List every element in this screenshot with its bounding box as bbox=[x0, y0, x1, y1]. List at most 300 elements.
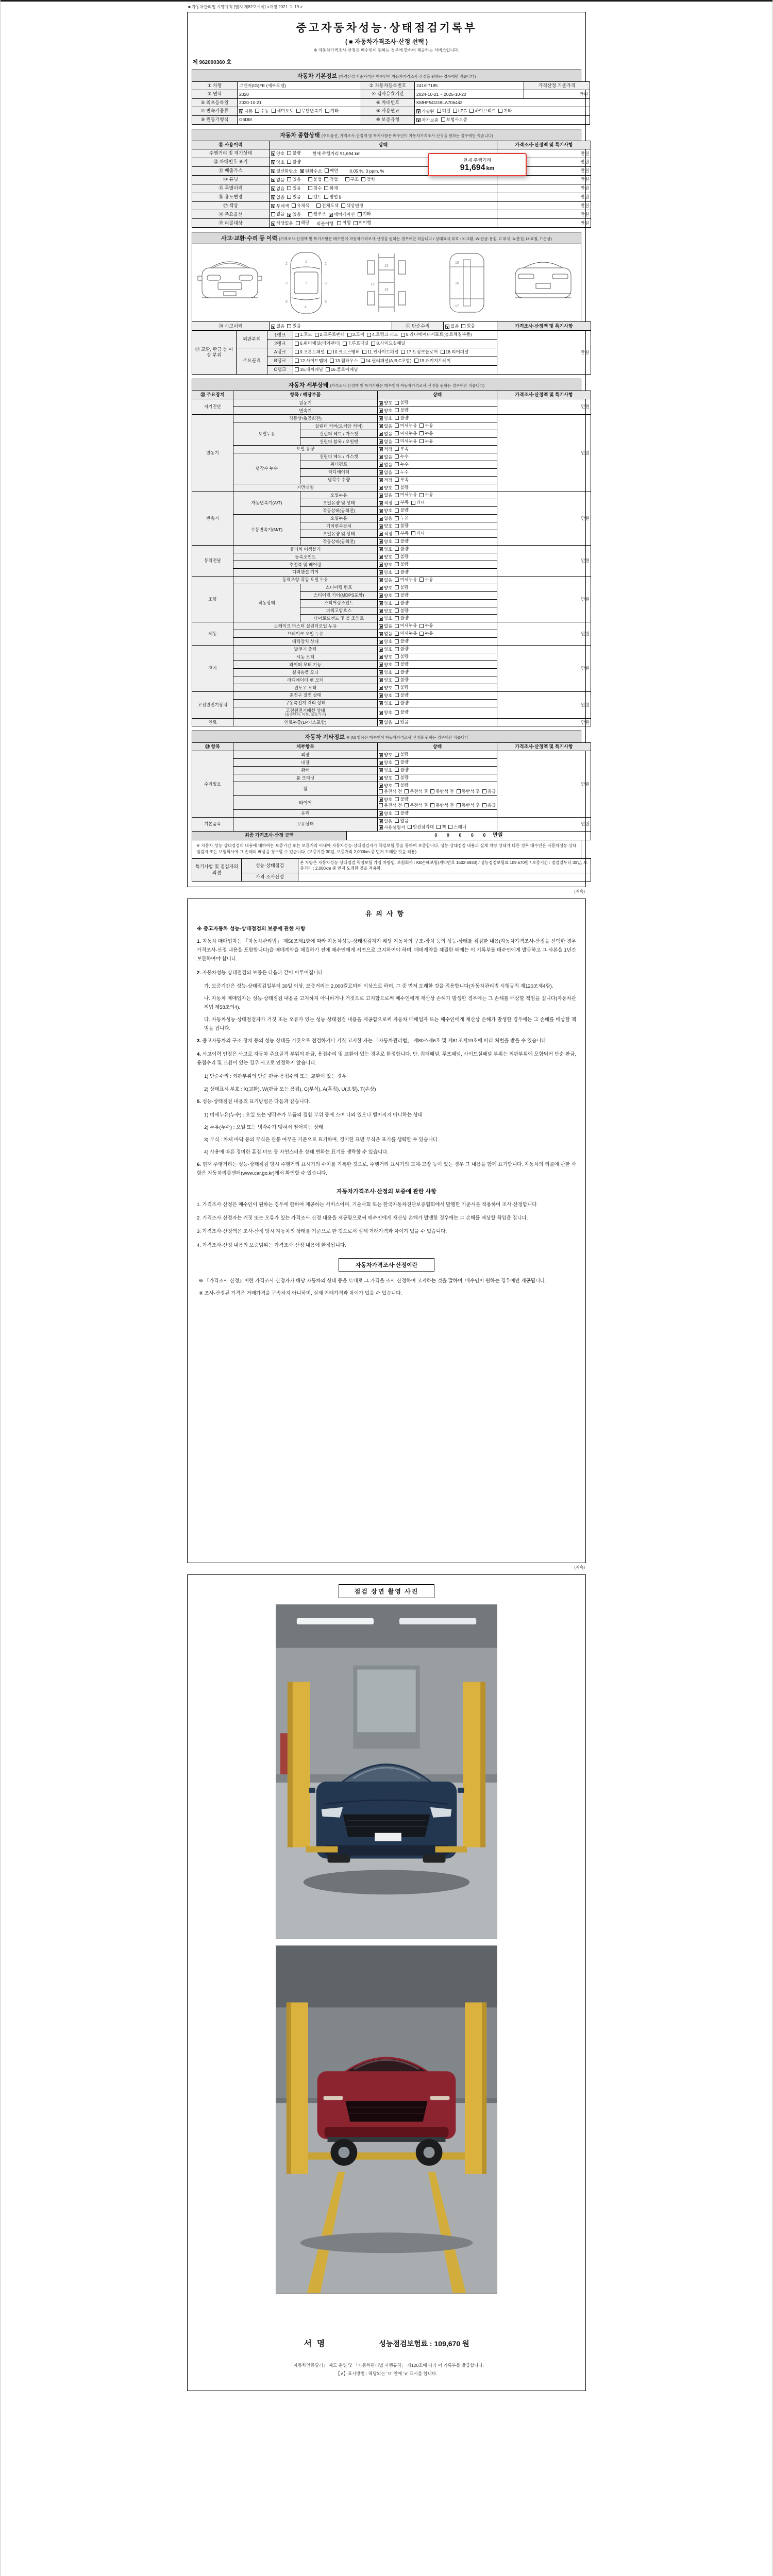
checkbox-unchecked[interactable] bbox=[395, 796, 408, 802]
checkbox-checked[interactable] bbox=[379, 783, 392, 789]
checkbox-box[interactable] bbox=[395, 624, 399, 628]
checkbox-box[interactable]: ∨ bbox=[379, 524, 383, 529]
checkbox-box[interactable] bbox=[287, 177, 291, 181]
checkbox-box[interactable] bbox=[358, 212, 362, 216]
checkbox-unchecked[interactable] bbox=[395, 662, 408, 667]
checkbox-unchecked[interactable] bbox=[395, 531, 408, 536]
checkbox-box[interactable] bbox=[419, 578, 424, 582]
checkbox-unchecked[interactable] bbox=[361, 177, 375, 182]
checkbox-unchecked[interactable] bbox=[327, 349, 360, 355]
checkbox-unchecked[interactable] bbox=[325, 168, 338, 174]
checkbox-box[interactable]: ∨ bbox=[272, 221, 275, 226]
checkbox-unchecked[interactable] bbox=[295, 349, 325, 355]
checkbox-checked[interactable] bbox=[379, 670, 392, 675]
checkbox-unchecked[interactable] bbox=[367, 332, 398, 337]
checkbox-box[interactable] bbox=[395, 693, 399, 697]
checkbox-box[interactable] bbox=[292, 204, 296, 208]
checkbox-box[interactable] bbox=[395, 585, 399, 589]
checkbox-unchecked[interactable] bbox=[371, 341, 405, 346]
checkbox-box[interactable]: ∨ bbox=[379, 693, 383, 699]
checkbox-unchecked[interactable] bbox=[408, 824, 434, 830]
checkbox-unchecked[interactable] bbox=[395, 654, 408, 659]
checkbox-unchecked[interactable] bbox=[457, 803, 480, 808]
checkbox-checked[interactable] bbox=[379, 760, 392, 766]
checkbox-box[interactable]: ∨ bbox=[379, 578, 383, 583]
checkbox-unchecked[interactable] bbox=[395, 752, 408, 757]
checkbox-unchecked[interactable] bbox=[395, 615, 408, 621]
checkbox-box[interactable]: ∨ bbox=[288, 212, 291, 217]
checkbox-unchecked[interactable] bbox=[395, 700, 408, 706]
checkbox-checked[interactable] bbox=[379, 685, 392, 691]
checkbox-box[interactable]: ∨ bbox=[379, 516, 383, 521]
checkbox-box[interactable] bbox=[411, 501, 415, 505]
checkbox-box[interactable] bbox=[395, 570, 399, 574]
checkbox-box[interactable] bbox=[341, 204, 345, 208]
checkbox-box[interactable] bbox=[395, 593, 399, 597]
checkbox-box[interactable] bbox=[308, 195, 312, 199]
checkbox-checked[interactable] bbox=[379, 554, 392, 560]
checkbox-box[interactable]: ∨ bbox=[379, 455, 383, 460]
checkbox-box[interactable]: ∨ bbox=[379, 798, 383, 803]
checkbox-unchecked[interactable] bbox=[401, 332, 472, 337]
checkbox-checked[interactable] bbox=[271, 160, 284, 165]
checkbox-box[interactable]: ∨ bbox=[379, 593, 383, 598]
checkbox-box[interactable] bbox=[395, 616, 399, 620]
checkbox-box[interactable] bbox=[308, 212, 312, 216]
checkbox-box[interactable] bbox=[482, 789, 486, 793]
checkbox-box[interactable] bbox=[437, 109, 441, 113]
checkbox-unchecked[interactable] bbox=[341, 203, 363, 209]
checkbox-unchecked[interactable] bbox=[395, 600, 408, 606]
checkbox-box[interactable] bbox=[347, 333, 351, 337]
checkbox-unchecked[interactable] bbox=[430, 789, 453, 794]
checkbox-unchecked[interactable] bbox=[461, 323, 475, 329]
checkbox-box[interactable] bbox=[395, 753, 399, 757]
checkbox-box[interactable]: ∨ bbox=[272, 178, 275, 182]
checkbox-unchecked[interactable] bbox=[395, 709, 408, 715]
checkbox-box[interactable]: ∨ bbox=[379, 624, 383, 629]
checkbox-unchecked[interactable] bbox=[401, 349, 438, 355]
checkbox-box[interactable]: ∨ bbox=[379, 760, 383, 766]
checkbox-checked[interactable] bbox=[379, 593, 392, 599]
checkbox-box[interactable] bbox=[395, 647, 399, 651]
checkbox-checked[interactable] bbox=[379, 516, 392, 521]
checkbox-box[interactable] bbox=[395, 485, 399, 489]
checkbox-box[interactable] bbox=[395, 447, 399, 451]
checkbox-box[interactable]: ∨ bbox=[379, 532, 383, 537]
checkbox-unchecked[interactable] bbox=[287, 185, 300, 191]
checkbox-box[interactable] bbox=[448, 825, 452, 829]
checkbox-unchecked[interactable] bbox=[379, 803, 402, 808]
checkbox-box[interactable] bbox=[367, 333, 371, 337]
checkbox-checked[interactable] bbox=[379, 623, 392, 629]
checkbox-box[interactable] bbox=[419, 493, 424, 497]
checkbox-box[interactable] bbox=[271, 212, 275, 216]
checkbox-box[interactable]: ∨ bbox=[379, 439, 383, 445]
checkbox-box[interactable]: ∨ bbox=[379, 811, 383, 817]
checkbox-box[interactable]: ∨ bbox=[379, 753, 383, 758]
checkbox-box[interactable] bbox=[326, 367, 330, 371]
checkbox-unchecked[interactable] bbox=[395, 446, 408, 452]
checkbox-box[interactable] bbox=[441, 117, 445, 122]
checkbox-unchecked[interactable] bbox=[395, 818, 408, 824]
checkbox-box[interactable] bbox=[395, 608, 399, 613]
checkbox-unchecked[interactable] bbox=[395, 523, 408, 529]
checkbox-box[interactable]: ∨ bbox=[379, 825, 383, 830]
checkbox-checked[interactable] bbox=[379, 616, 392, 621]
checkbox-unchecked[interactable] bbox=[358, 211, 371, 217]
checkbox-unchecked[interactable] bbox=[295, 341, 340, 346]
checkbox-unchecked[interactable] bbox=[287, 159, 300, 165]
checkbox-box[interactable]: ∨ bbox=[379, 485, 383, 490]
checkbox-box[interactable]: ∨ bbox=[379, 686, 383, 691]
checkbox-unchecked[interactable] bbox=[395, 485, 408, 490]
checkbox-box[interactable] bbox=[430, 789, 434, 793]
checkbox-checked[interactable] bbox=[379, 500, 392, 506]
checkbox-box[interactable] bbox=[361, 177, 365, 181]
checkbox-box[interactable]: ∨ bbox=[379, 663, 383, 668]
checkbox-unchecked[interactable] bbox=[430, 803, 453, 808]
checkbox-checked[interactable] bbox=[379, 775, 392, 781]
checkbox-box[interactable] bbox=[395, 710, 399, 715]
checkbox-box[interactable] bbox=[255, 109, 259, 113]
checkbox-checked[interactable] bbox=[271, 204, 289, 209]
checkbox-unchecked[interactable] bbox=[395, 623, 417, 629]
checkbox-checked[interactable] bbox=[271, 186, 284, 192]
checkbox-unchecked[interactable] bbox=[292, 203, 310, 209]
checkbox-box[interactable] bbox=[395, 654, 399, 658]
checkbox-unchecked[interactable] bbox=[379, 789, 402, 794]
checkbox-box[interactable] bbox=[395, 797, 399, 801]
checkbox-box[interactable] bbox=[395, 454, 399, 459]
checkbox-checked[interactable] bbox=[379, 431, 392, 437]
checkbox-unchecked[interactable] bbox=[437, 108, 450, 114]
checkbox-box[interactable]: ∨ bbox=[272, 195, 275, 200]
checkbox-box[interactable] bbox=[343, 342, 347, 346]
checkbox-unchecked[interactable] bbox=[395, 562, 408, 567]
checkbox-box[interactable] bbox=[395, 720, 399, 724]
checkbox-box[interactable]: ∨ bbox=[379, 819, 383, 824]
checkbox-box[interactable] bbox=[287, 324, 291, 328]
checkbox-box[interactable]: ∨ bbox=[379, 586, 383, 590]
checkbox-unchecked[interactable] bbox=[354, 220, 372, 226]
checkbox-box[interactable]: ∨ bbox=[379, 509, 383, 514]
checkbox-box[interactable]: ∨ bbox=[379, 784, 383, 789]
checkbox-checked[interactable] bbox=[379, 531, 392, 537]
checkbox-unchecked[interactable] bbox=[469, 108, 496, 114]
checkbox-unchecked[interactable] bbox=[419, 438, 433, 444]
checkbox-box[interactable] bbox=[295, 367, 299, 371]
checkbox-checked[interactable] bbox=[379, 608, 392, 614]
checkbox-checked[interactable] bbox=[379, 601, 392, 606]
checkbox-unchecked[interactable] bbox=[337, 220, 350, 226]
checkbox-box[interactable] bbox=[308, 177, 312, 181]
checkbox-checked[interactable] bbox=[379, 647, 392, 652]
checkbox-box[interactable]: ∨ bbox=[240, 109, 243, 114]
checkbox-checked[interactable] bbox=[379, 585, 392, 591]
checkbox-unchecked[interactable] bbox=[395, 538, 408, 544]
checkbox-unchecked[interactable] bbox=[255, 108, 268, 114]
checkbox-box[interactable] bbox=[419, 439, 424, 443]
checkbox-box[interactable] bbox=[395, 462, 399, 466]
checkbox-box[interactable] bbox=[379, 803, 383, 807]
checkbox-box[interactable]: ∨ bbox=[272, 151, 275, 157]
checkbox-unchecked[interactable] bbox=[395, 462, 408, 467]
checkbox-unchecked[interactable] bbox=[395, 783, 408, 788]
checkbox-box[interactable]: ∨ bbox=[272, 324, 275, 329]
checkbox-box[interactable] bbox=[414, 359, 418, 363]
checkbox-unchecked[interactable] bbox=[308, 194, 322, 200]
checkbox-box[interactable] bbox=[345, 177, 349, 181]
checkbox-unchecked[interactable] bbox=[395, 719, 408, 725]
checkbox-checked[interactable] bbox=[379, 462, 392, 468]
checkbox-checked[interactable] bbox=[379, 562, 392, 568]
checkbox-box[interactable] bbox=[395, 509, 399, 513]
checkbox-unchecked[interactable] bbox=[419, 577, 433, 583]
checkbox-box[interactable] bbox=[419, 423, 424, 428]
checkbox-checked[interactable] bbox=[416, 117, 439, 123]
checkbox-checked[interactable] bbox=[379, 454, 392, 460]
checkbox-unchecked[interactable] bbox=[395, 515, 408, 521]
checkbox-checked[interactable] bbox=[300, 168, 322, 174]
checkbox-checked[interactable] bbox=[379, 408, 392, 414]
checkbox-unchecked[interactable] bbox=[296, 108, 323, 114]
checkbox-checked[interactable] bbox=[379, 693, 392, 699]
checkbox-unchecked[interactable] bbox=[395, 638, 408, 644]
checkbox-unchecked[interactable] bbox=[287, 323, 300, 329]
checkbox-checked[interactable] bbox=[379, 720, 392, 725]
checkbox-box[interactable] bbox=[411, 531, 415, 535]
checkbox-checked[interactable] bbox=[379, 677, 392, 683]
checkbox-box[interactable]: ∨ bbox=[379, 501, 383, 506]
checkbox-unchecked[interactable] bbox=[326, 367, 358, 372]
checkbox-unchecked[interactable] bbox=[395, 631, 417, 636]
checkbox-box[interactable] bbox=[419, 624, 424, 628]
checkbox-checked[interactable] bbox=[379, 416, 392, 421]
checkbox-unchecked[interactable] bbox=[395, 423, 417, 429]
checkbox-unchecked[interactable] bbox=[395, 569, 408, 575]
checkbox-checked[interactable] bbox=[379, 578, 392, 583]
checkbox-box[interactable] bbox=[405, 803, 409, 807]
checkbox-box[interactable] bbox=[354, 221, 358, 225]
checkbox-box[interactable] bbox=[295, 350, 299, 354]
checkbox-unchecked[interactable] bbox=[395, 677, 408, 683]
checkbox-box[interactable]: ∨ bbox=[379, 701, 383, 706]
checkbox-box[interactable]: ∨ bbox=[446, 324, 449, 329]
checkbox-unchecked[interactable] bbox=[395, 646, 408, 652]
checkbox-checked[interactable] bbox=[271, 221, 293, 226]
checkbox-unchecked[interactable] bbox=[308, 185, 322, 191]
checkbox-box[interactable] bbox=[405, 789, 409, 793]
checkbox-unchecked[interactable] bbox=[411, 531, 425, 536]
checkbox-unchecked[interactable] bbox=[287, 194, 300, 200]
checkbox-unchecked[interactable] bbox=[395, 546, 408, 552]
checkbox-unchecked[interactable] bbox=[330, 358, 358, 364]
checkbox-box[interactable] bbox=[395, 423, 399, 428]
checkbox-box[interactable] bbox=[395, 478, 399, 482]
checkbox-unchecked[interactable] bbox=[395, 554, 408, 560]
checkbox-unchecked[interactable] bbox=[395, 810, 408, 816]
checkbox-unchecked[interactable] bbox=[295, 332, 312, 337]
checkbox-checked[interactable] bbox=[271, 177, 284, 183]
checkbox-box[interactable] bbox=[395, 547, 399, 551]
checkbox-box[interactable] bbox=[379, 789, 383, 793]
checkbox-box[interactable] bbox=[316, 204, 321, 208]
checkbox-unchecked[interactable] bbox=[395, 767, 408, 773]
checkbox-checked[interactable] bbox=[379, 547, 392, 552]
checkbox-unchecked[interactable] bbox=[405, 789, 428, 794]
checkbox-checked[interactable] bbox=[379, 631, 392, 637]
checkbox-box[interactable] bbox=[395, 768, 399, 772]
checkbox-unchecked[interactable] bbox=[316, 203, 339, 209]
checkbox-box[interactable] bbox=[469, 109, 474, 113]
checkbox-box[interactable]: ∨ bbox=[379, 776, 383, 781]
checkbox-box[interactable] bbox=[327, 350, 331, 354]
checkbox-unchecked[interactable] bbox=[395, 492, 417, 498]
checkbox-box[interactable]: ∨ bbox=[329, 212, 333, 217]
checkbox-checked[interactable] bbox=[379, 470, 392, 476]
checkbox-box[interactable] bbox=[395, 431, 399, 435]
checkbox-box[interactable] bbox=[395, 401, 399, 405]
checkbox-box[interactable] bbox=[430, 803, 434, 807]
checkbox-unchecked[interactable] bbox=[395, 775, 408, 781]
checkbox-checked[interactable] bbox=[379, 539, 392, 545]
checkbox-unchecked[interactable] bbox=[395, 500, 408, 505]
checkbox-unchecked[interactable] bbox=[436, 824, 446, 830]
checkbox-checked[interactable] bbox=[379, 639, 392, 645]
checkbox-checked[interactable] bbox=[379, 439, 392, 445]
checkbox-box[interactable] bbox=[272, 109, 276, 113]
checkbox-box[interactable] bbox=[325, 109, 329, 113]
checkbox-box[interactable] bbox=[395, 439, 399, 443]
checkbox-box[interactable]: ∨ bbox=[272, 160, 275, 165]
checkbox-box[interactable] bbox=[324, 177, 328, 181]
checkbox-box[interactable] bbox=[395, 554, 399, 558]
checkbox-box[interactable] bbox=[436, 825, 441, 829]
checkbox-box[interactable]: ∨ bbox=[379, 601, 383, 606]
checkbox-checked[interactable] bbox=[379, 710, 392, 716]
checkbox-unchecked[interactable] bbox=[419, 423, 433, 429]
checkbox-box[interactable] bbox=[395, 501, 399, 505]
checkbox-unchecked[interactable] bbox=[347, 332, 365, 337]
checkbox-box[interactable]: ∨ bbox=[379, 555, 383, 560]
checkbox-unchecked[interactable] bbox=[395, 477, 408, 483]
checkbox-unchecked[interactable] bbox=[325, 108, 339, 114]
checkbox-box[interactable] bbox=[395, 601, 399, 605]
checkbox-unchecked[interactable] bbox=[315, 332, 345, 337]
checkbox-box[interactable]: ∨ bbox=[379, 678, 383, 683]
checkbox-unchecked[interactable] bbox=[271, 211, 284, 217]
checkbox-unchecked[interactable] bbox=[482, 803, 496, 808]
checkbox-checked[interactable] bbox=[416, 109, 434, 114]
checkbox-box[interactable] bbox=[295, 333, 299, 337]
checkbox-box[interactable] bbox=[287, 186, 291, 190]
checkbox-box[interactable]: ∨ bbox=[379, 647, 383, 652]
checkbox-unchecked[interactable] bbox=[296, 220, 309, 226]
checkbox-checked[interactable] bbox=[379, 797, 392, 803]
checkbox-unchecked[interactable] bbox=[395, 431, 417, 436]
checkbox-box[interactable] bbox=[441, 350, 445, 354]
checkbox-box[interactable]: ∨ bbox=[379, 424, 383, 429]
checkbox-box[interactable] bbox=[482, 803, 486, 807]
checkbox-box[interactable] bbox=[401, 333, 405, 337]
checkbox-box[interactable] bbox=[395, 819, 399, 823]
checkbox-checked[interactable] bbox=[379, 654, 392, 660]
checkbox-box[interactable]: ∨ bbox=[379, 616, 383, 621]
checkbox-box[interactable]: ∨ bbox=[300, 169, 304, 174]
checkbox-checked[interactable] bbox=[271, 195, 284, 200]
checkbox-box[interactable] bbox=[395, 670, 399, 674]
checkbox-unchecked[interactable] bbox=[405, 803, 428, 808]
checkbox-unchecked[interactable] bbox=[482, 789, 496, 794]
checkbox-box[interactable]: ∨ bbox=[379, 539, 383, 545]
checkbox-unchecked[interactable] bbox=[324, 194, 342, 200]
checkbox-checked[interactable] bbox=[271, 151, 284, 157]
checkbox-box[interactable] bbox=[395, 539, 399, 543]
checkbox-box[interactable]: ∨ bbox=[379, 632, 383, 637]
checkbox-box[interactable] bbox=[457, 789, 461, 793]
checkbox-box[interactable]: ∨ bbox=[417, 109, 421, 114]
checkbox-box[interactable]: ∨ bbox=[379, 463, 383, 467]
checkbox-box[interactable] bbox=[295, 342, 299, 346]
checkbox-unchecked[interactable] bbox=[395, 585, 408, 590]
checkbox-box[interactable] bbox=[325, 168, 329, 173]
checkbox-box[interactable] bbox=[315, 333, 319, 337]
checkbox-box[interactable]: ∨ bbox=[379, 401, 383, 406]
checkbox-box[interactable] bbox=[287, 160, 291, 164]
checkbox-box[interactable] bbox=[395, 562, 399, 566]
checkbox-box[interactable] bbox=[408, 825, 412, 829]
checkbox-box[interactable] bbox=[395, 701, 399, 705]
checkbox-unchecked[interactable] bbox=[395, 507, 408, 513]
checkbox-unchecked[interactable] bbox=[361, 358, 412, 364]
checkbox-unchecked[interactable] bbox=[419, 623, 433, 629]
checkbox-box[interactable] bbox=[324, 186, 328, 190]
checkbox-unchecked[interactable] bbox=[287, 177, 300, 182]
checkbox-box[interactable] bbox=[362, 350, 366, 354]
checkbox-box[interactable] bbox=[371, 342, 375, 346]
checkbox-unchecked[interactable] bbox=[345, 177, 359, 182]
checkbox-box[interactable] bbox=[395, 408, 399, 412]
checkbox-unchecked[interactable] bbox=[395, 759, 408, 765]
checkbox-box[interactable] bbox=[395, 632, 399, 636]
checkbox-unchecked[interactable] bbox=[395, 400, 408, 405]
checkbox-box[interactable] bbox=[395, 685, 399, 689]
checkbox-box[interactable] bbox=[395, 760, 399, 765]
checkbox-box[interactable] bbox=[337, 221, 341, 225]
checkbox-unchecked[interactable] bbox=[395, 454, 408, 460]
checkbox-unchecked[interactable] bbox=[272, 108, 294, 114]
checkbox-checked[interactable] bbox=[271, 168, 297, 174]
checkbox-box[interactable] bbox=[395, 416, 399, 420]
checkbox-box[interactable] bbox=[419, 632, 424, 636]
checkbox-unchecked[interactable] bbox=[395, 592, 408, 598]
checkbox-box[interactable]: ∨ bbox=[272, 169, 275, 174]
checkbox-checked[interactable] bbox=[379, 811, 392, 817]
checkbox-box[interactable] bbox=[395, 677, 399, 682]
checkbox-checked[interactable] bbox=[379, 400, 392, 406]
checkbox-box[interactable] bbox=[457, 803, 461, 807]
checkbox-box[interactable] bbox=[324, 195, 328, 199]
checkbox-box[interactable] bbox=[395, 531, 399, 535]
checkbox-checked[interactable] bbox=[379, 819, 392, 824]
checkbox-unchecked[interactable] bbox=[441, 117, 467, 123]
checkbox-unchecked[interactable] bbox=[287, 150, 300, 156]
checkbox-box[interactable]: ∨ bbox=[379, 470, 383, 475]
checkbox-box[interactable] bbox=[498, 109, 502, 113]
checkbox-box[interactable]: ∨ bbox=[379, 409, 383, 414]
checkbox-box[interactable]: ∨ bbox=[379, 447, 383, 452]
